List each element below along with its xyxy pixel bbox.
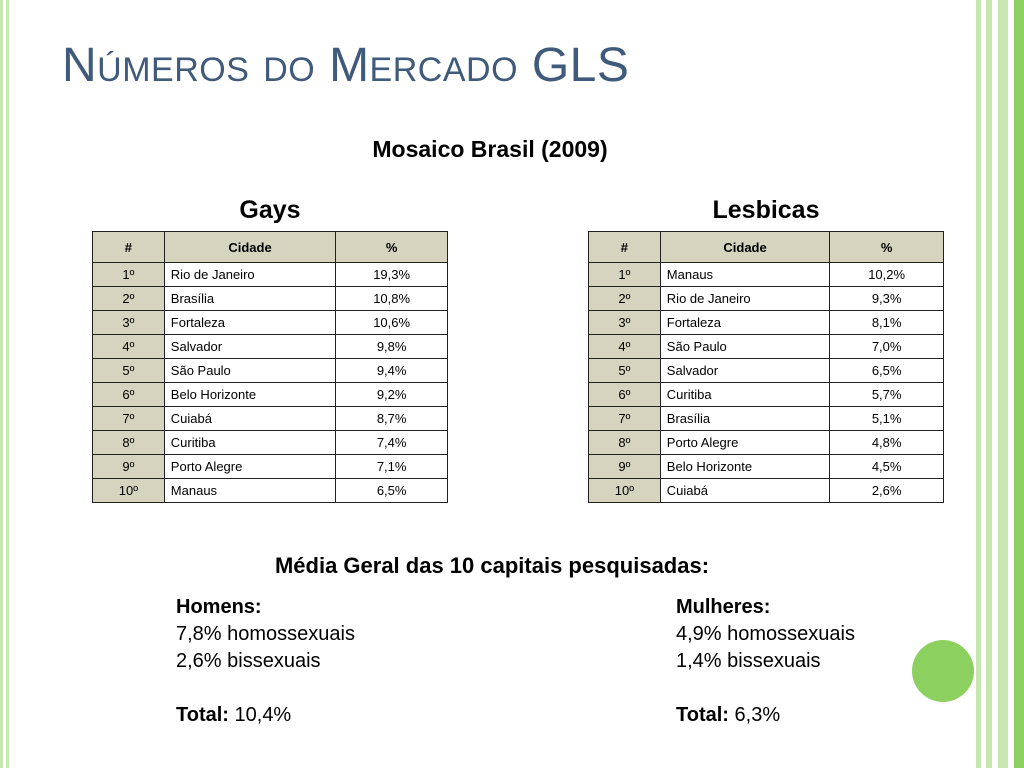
table-row [93,311,448,335]
cidade-cell: Rio de Janeiro [660,287,830,311]
left-border-stripe [0,0,3,768]
cidade-cell: Manaus [164,479,335,503]
cidade-cell: Cuiabá [164,407,335,431]
homens-bissexuais: 2,6% bissexuais [176,650,321,672]
cidade-cell: Brasília [164,287,335,311]
percent-cell: 9,2% [336,383,448,407]
right-border-stripe-1 [976,0,981,768]
gays-table-header [93,232,448,263]
percent-cell: 9,3% [830,287,944,311]
cidade-cell: Fortaleza [164,311,335,335]
cidade-header: Cidade [660,232,830,263]
mulheres-total-value: 6,3% [728,704,781,726]
cidade-cell: Cuiabá [660,479,830,503]
percent-cell: 19,3% [336,263,448,287]
table-row [93,407,448,431]
cidade-cell: Salvador [164,335,335,359]
homens-total-label: Total: [176,704,229,726]
rank-cell: 6º [93,383,165,407]
right-border-stripe-4 [1014,0,1024,768]
cidade-cell: Porto Alegre [164,455,335,479]
mulheres-bissexuais: 1,4% bissexuais [676,650,821,672]
percent-cell: 10,6% [336,311,448,335]
table-row [93,359,448,383]
cidade-header: Cidade [164,232,335,263]
rank-cell: 4º [589,335,661,359]
percent-cell: 2,6% [830,479,944,503]
cidade-cell: Curitiba [660,383,830,407]
decorative-green-circle [912,640,974,702]
table-row [93,431,448,455]
left-border-stripe-inner [6,0,9,768]
rank-cell: 7º [93,407,165,431]
rank-cell: 1º [589,263,661,287]
table-row [589,455,944,479]
slide-title: Números do Mercado GLS [62,39,630,92]
lesbicas-ranking-table [588,231,944,503]
cidade-cell: Rio de Janeiro [164,263,335,287]
table-row [589,335,944,359]
cidade-cell: Belo Horizonte [660,455,830,479]
mulheres-homossexuais: 4,9% homossexuais [676,623,855,645]
mulheres-spacer [676,675,855,702]
summary-mulheres [676,594,855,729]
rank-cell: 4º [93,335,165,359]
homens-total-value: 10,4% [228,704,292,726]
mulheres-label: Mulheres: [676,596,771,618]
rank-cell: 7º [589,407,661,431]
homens-total [176,702,355,729]
table-row [93,287,448,311]
rank-cell: 10º [93,479,165,503]
homens-spacer [176,675,355,702]
table-row [589,359,944,383]
rank-cell: 6º [589,383,661,407]
cidade-cell: Fortaleza [660,311,830,335]
cidade-cell: Porto Alegre [660,431,830,455]
rank-cell: 5º [93,359,165,383]
cidade-cell: Manaus [660,263,830,287]
gays-table-body [93,263,448,503]
rank-cell: 10º [589,479,661,503]
percent-cell: 8,1% [830,311,944,335]
table-row [93,479,448,503]
right-border-stripe-3 [998,0,1008,768]
rank-cell: 3º [589,311,661,335]
cidade-cell: Brasília [660,407,830,431]
gays-table-heading: Gays [239,196,301,224]
percent-cell: 10,2% [830,263,944,287]
rank-cell: 5º [589,359,661,383]
table-row [589,287,944,311]
percent-cell: 4,8% [830,431,944,455]
rank-cell: 8º [589,431,661,455]
rank-cell: 3º [93,311,165,335]
percent-cell: 6,5% [830,359,944,383]
rank-cell: 9º [93,455,165,479]
percent-cell: 5,7% [830,383,944,407]
table-row [589,431,944,455]
mulheres-total [676,702,855,729]
rank-cell: 8º [93,431,165,455]
lesbicas-table-heading: Lesbicas [712,196,820,224]
percent-cell: 6,5% [336,479,448,503]
left-border-decoration [0,0,12,768]
cidade-cell: São Paulo [164,359,335,383]
cidade-cell: Belo Horizonte [164,383,335,407]
percent-cell: 7,4% [336,431,448,455]
table-row [589,383,944,407]
table-row [93,335,448,359]
percent-cell: 8,7% [336,407,448,431]
lesbicas-header-row [589,232,944,263]
percent-header: % [830,232,944,263]
slide-subtitle: Mosaico Brasil (2009) [372,136,608,162]
percent-cell: 10,8% [336,287,448,311]
homens-label: Homens: [176,596,262,618]
table-row [589,407,944,431]
percent-header: % [336,232,448,263]
table-row [589,263,944,287]
right-border-decoration [976,0,1024,768]
cidade-cell: São Paulo [660,335,830,359]
rank-header: # [589,232,661,263]
cidade-cell: Salvador [660,359,830,383]
percent-cell: 4,5% [830,455,944,479]
rank-cell: 1º [93,263,165,287]
mulheres-total-label: Total: [676,704,729,726]
gays-ranking-table [92,231,448,503]
cidade-cell: Curitiba [164,431,335,455]
rank-cell: 2º [589,287,661,311]
percent-cell: 9,4% [336,359,448,383]
percent-cell: 5,1% [830,407,944,431]
homens-homossexuais: 7,8% homossexuais [176,623,355,645]
table-row [93,383,448,407]
percent-cell: 7,0% [830,335,944,359]
lesbicas-table-header [589,232,944,263]
summary-homens [176,594,355,729]
rank-cell: 9º [589,455,661,479]
table-row [589,311,944,335]
table-row [93,263,448,287]
summary-title: Média Geral das 10 capitais pesquisadas: [274,553,710,578]
percent-cell: 9,8% [336,335,448,359]
lesbicas-table-body [589,263,944,503]
percent-cell: 7,1% [336,455,448,479]
gays-header-row [93,232,448,263]
rank-cell: 2º [93,287,165,311]
table-row [589,479,944,503]
table-row [93,455,448,479]
rank-header: # [93,232,165,263]
right-border-stripe-2 [986,0,992,768]
